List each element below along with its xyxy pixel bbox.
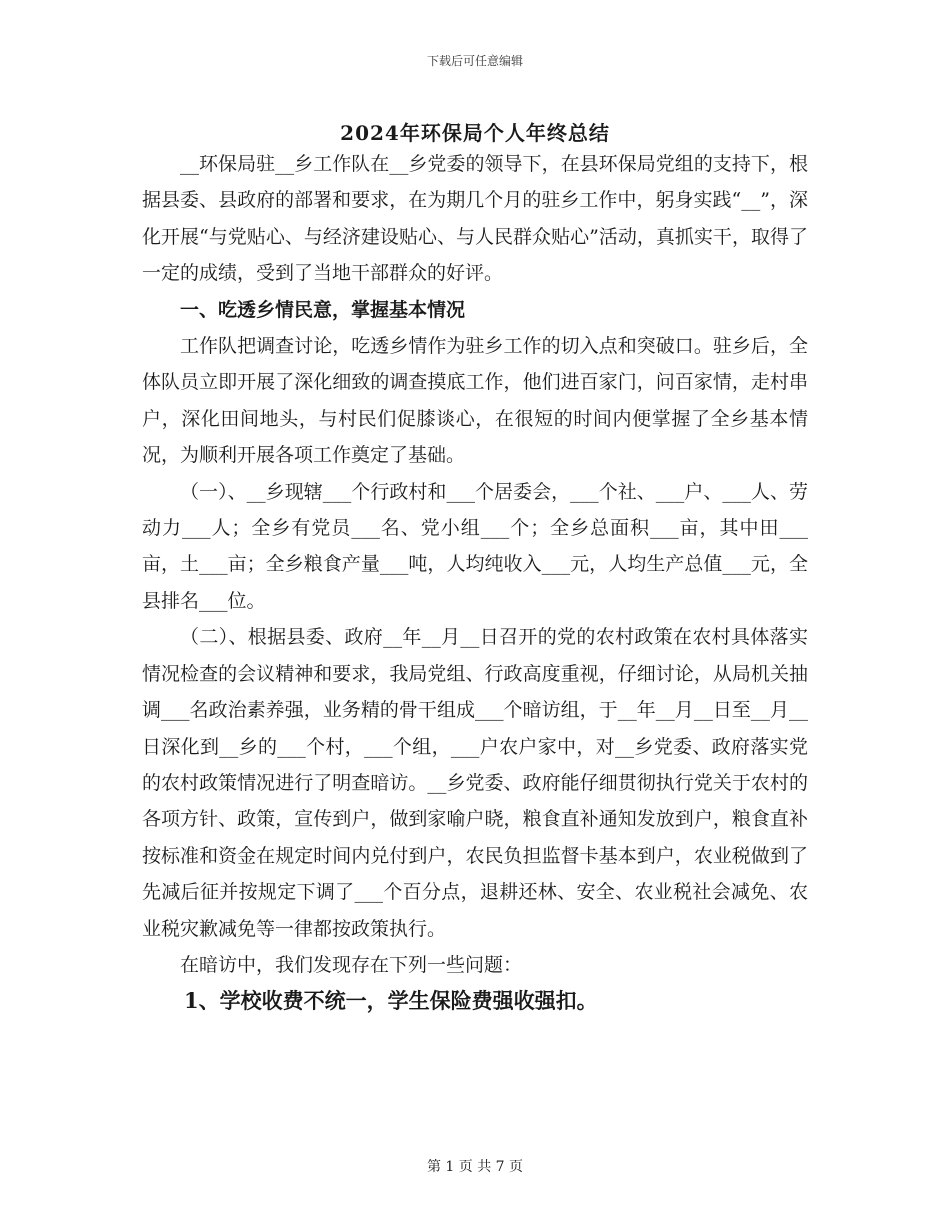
document-title: 2024年环保局个人年终总结 xyxy=(340,121,610,145)
page-footer: 第 1 页 共 7 页 xyxy=(426,1159,524,1175)
document-body xyxy=(142,146,808,1020)
intro-paragraph: __环保局驻__乡工作队在__乡党委的领导下，在县环保局党组的支持下，根据县委、县政府的部署和要求，在为期几个月的驻乡工作中，躬身实践“__”，深化开展“与党贴心、与经济建设贴心、与人民群众贴心”活动，真抓实干，取得了一定的成绩，受到了当地干部群众的好评。 xyxy=(142,153,808,285)
section-paragraph-1: 工作队把调查讨论，吃透乡情作为驻乡工作的切入点和突破口。驻乡后，全体队员立即开展了深化细致的调查摸底工作，他们进百家门，问百家情，走村串户，深化田间地头，与村民们促膝谈心，在很短的时间内便掌握了全乡基本情况，为顺利开展各项工作奠定了基础。 xyxy=(142,335,808,467)
subsection-paragraph-1: （一）、__乡现辖___个行政村和___个居委会，___个社、___户、___人、劳动力___人；全乡有党员___名、党小组___个；全乡总面积___亩，其中田___亩，土___亩；全乡粮食产量___吨，人均纯收入___元，人均生产总值___元，全县排名___位。 xyxy=(142,480,808,612)
issues-intro-paragraph: 在暗访中，我们发现存在下列一些问题： xyxy=(180,953,523,976)
header-note: 下载后可任意编辑 xyxy=(426,54,523,68)
issue-heading-1: 1、学校收费不统一，学生保险费强收强扣。 xyxy=(184,988,598,1014)
subsection-paragraph-2: （二）、根据县委、政府__年__月__日召开的党的农村政策在农村具体落实情况检查的会议精神和要求，我局党组、行政高度重视，仔细讨论，从局机关抽调___名政治素养强，业务精的骨干组成___个暗访组，于__年__月__日至__月__日深化到__乡的___个村，___个组，___户农户家中，对__乡党委、政府落实党的农村政策情况进行了明查暗访。__乡党委、政府能仔细贯彻执行党关于农村的各项方针、政策，宣传到户，做到家喻户晓，粮食直补通知发放到户，粮食直补按标准和资金在规定时间内兑付到户，农民负担监督卡基本到户，农业税做到了先减后征并按规定下调了___个百分点，退耕还林、安全、农业税社会减免、农业税灾歉减免等一律都按政策执行。 xyxy=(142,626,808,940)
section-heading-1: 一、吃透乡情民意，掌握基本情况 xyxy=(180,298,466,321)
